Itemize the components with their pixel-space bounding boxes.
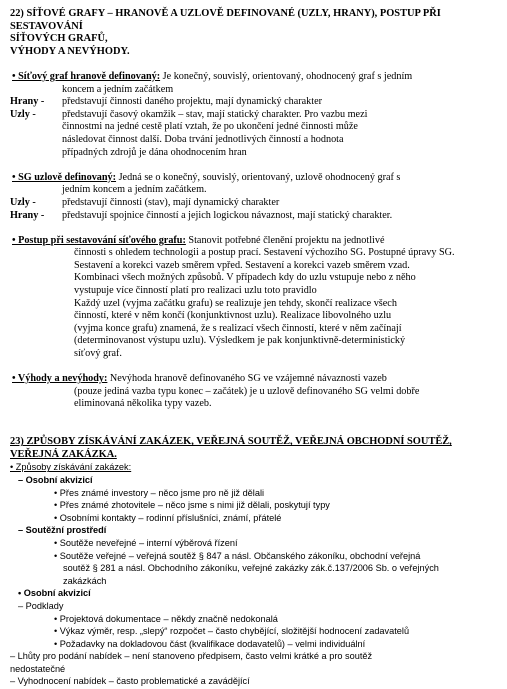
q23-title: 23) ZPŮSOBY ZÍSKÁVÁNÍ ZAKÁZEK, VEŘEJNÁ SOUTĚŽ, VEŘEJNÁ OBCHODNÍ SOUTĚŽ, VEŘEJNÁ ZAKÁZKA. [10, 436, 452, 460]
subsection-subheading: – Podklady [18, 600, 64, 611]
list-item: – Lhůty pro podání nabídek – není stanoveno předpisem, často velmi krátké a pro soutěž [10, 651, 373, 662]
q23-intro: • Způsoby získávání zakázek: [10, 462, 132, 473]
section-text: Každý uzel (vyjma začátku grafu) se realizuje jen tehdy, skončí realizace všech [74, 297, 397, 309]
subsection-heading: • Osobní akvizicí [18, 588, 91, 599]
term-label: Hrany - [10, 209, 45, 221]
section-heading: • SG uzlově definovaný: [12, 171, 117, 183]
list-item: • Přes známé zhotovitele – něco jsme s nimi již dělali, poskytují typy [54, 500, 330, 511]
document-page [10, 8, 500, 688]
section-hran [10, 71, 500, 159]
section-text: Stanovit potřebné členění projektu na jednotlivé [185, 234, 385, 246]
term-definition: představují činnosti (stav), mají dynamický charakter [62, 196, 280, 208]
section-text: (determinovanost výstupu uzlu). Výsledkem je pak konjunktivně-deterministický [74, 335, 406, 347]
list-item: • Požadavky na dokladovou část (kvalifikace dodavatelů) – velmi individuální [54, 638, 366, 649]
q22-title [10, 8, 500, 58]
section-heading: • Výhody a nevýhody: [12, 373, 108, 385]
subsection-heading: – Osobní akvizicí [18, 474, 93, 485]
list-item: • Osobními kontakty – rodinní příslušníci, známí, přátelé [54, 512, 282, 523]
term-label: Hrany - [10, 96, 45, 108]
section-text: jedním koncem a jedním začátkem. [62, 184, 207, 196]
term-definition: činnostmi na jedné cestě platí vztah, že po ukončení jedné činnosti může [62, 121, 358, 133]
list-item: zakázkách [63, 575, 107, 586]
section-text: eliminovaná několika typy vazeb. [74, 398, 212, 410]
term-label: Uzly - [10, 108, 36, 120]
list-item: soutěž § 281 a násl. Obchodního zákoníku, veřejné zakázky zák.č.137/2006 Sb. o veřejných [63, 563, 439, 574]
section-vyhody [10, 373, 500, 411]
section-uzl [10, 172, 500, 222]
term-definition: následovat činnost další. Doba trvání jednotlivých činností a hodnota [62, 133, 344, 145]
q22-title-line: 22) SÍŤOVÉ GRAFY – HRANOVĚ A UZLOVĚ DEFINOVANÉ (UZLY, HRANY), POSTUP PŘI SESTAVOVÁNÍ [10, 8, 441, 32]
list-item: • Výkaz výměr, resp. „slepý“ rozpočet – často chybějící, složitější hodnocení zadavatelů [54, 626, 410, 637]
term-definition: představují časový okamžik – stav, mají statický charakter. Pro vazbu mezi [62, 108, 368, 120]
section-text: síťový graf. [74, 348, 122, 360]
list-item: nedostatečné [10, 663, 66, 674]
section-text: (vyjma konce grafu) znamená, že s realizací všech činností, které v něm začínají [74, 322, 402, 334]
section-text: Je konečný, souvislý, orientovaný, ohodnocený graf s jedním [160, 70, 413, 82]
list-item: • Projektová dokumentace – někdy značně nedokonalá [54, 613, 278, 624]
list-item: – Vyhodnocení nabídek – často problematické a zavádějící [10, 676, 250, 687]
section-text: Nevýhoda hranově definovaného SG ve vzájemné návaznosti vazeb [107, 373, 387, 385]
subsection-heading: – Soutěžní prostředí [18, 525, 107, 536]
list-item: • Přes známé investory – něco jsme pro ně již dělali [54, 487, 265, 498]
section-text: Sestavení a korekci vazeb směrem vpřed. Sestavení a korekci vazeb směrem vzad. [74, 259, 410, 271]
term-definition: představují spojnice činností a jejich logickou návaznost, mají statický charakter. [62, 209, 393, 221]
section-text: činností, které v něm končí (konjunktivnost uzlu). Realizace libovolného uzlu [74, 310, 392, 322]
section-postup [10, 235, 500, 361]
section-text: Jedná se o konečný, souvislý, orientovaný, uzlově ohodnocený graf s [116, 171, 401, 183]
list-item: • Soutěže veřejné – veřejná soutěž § 847 a násl. Občanského zákoníku, obchodní veřejná [54, 550, 421, 561]
section-text: (pouze jediná vazba typu konec – začátek) je u uzlově definovaného SG velmi dobře [74, 385, 420, 397]
term-definition: představují činnosti daného projektu, mají dynamický charakter [62, 96, 322, 108]
section-text: Kombinaci všech možných způsobů. V případech kdy do uzlu vstupuje nebo z něho [74, 272, 416, 284]
term-label: Uzly - [10, 196, 36, 208]
q22-title-line: VÝHODY A NEVÝHODY. [10, 45, 130, 57]
term-definition: případných zdrojů je dána ohodnocením hran [62, 146, 247, 158]
list-item: • Soutěže neveřejné – interní výběrová řízení [54, 537, 238, 548]
q22-title-line: SÍŤOVÝCH GRAFŮ, [10, 33, 108, 45]
section-heading: • Síťový graf hranově definovaný: [12, 70, 161, 82]
section-text: vystupuje více činností platí pro realizaci uzlu toto pravidlo [74, 285, 317, 297]
q23-section [10, 436, 500, 688]
section-heading: • Postup při sestavování síťového grafu: [12, 234, 186, 246]
section-text: koncem a jedním začátkem [62, 83, 174, 95]
section-text: činnosti s ohledem technologii a postup prací. Sestavení výchozího SG. Postupné úpravy SG. [74, 247, 455, 259]
